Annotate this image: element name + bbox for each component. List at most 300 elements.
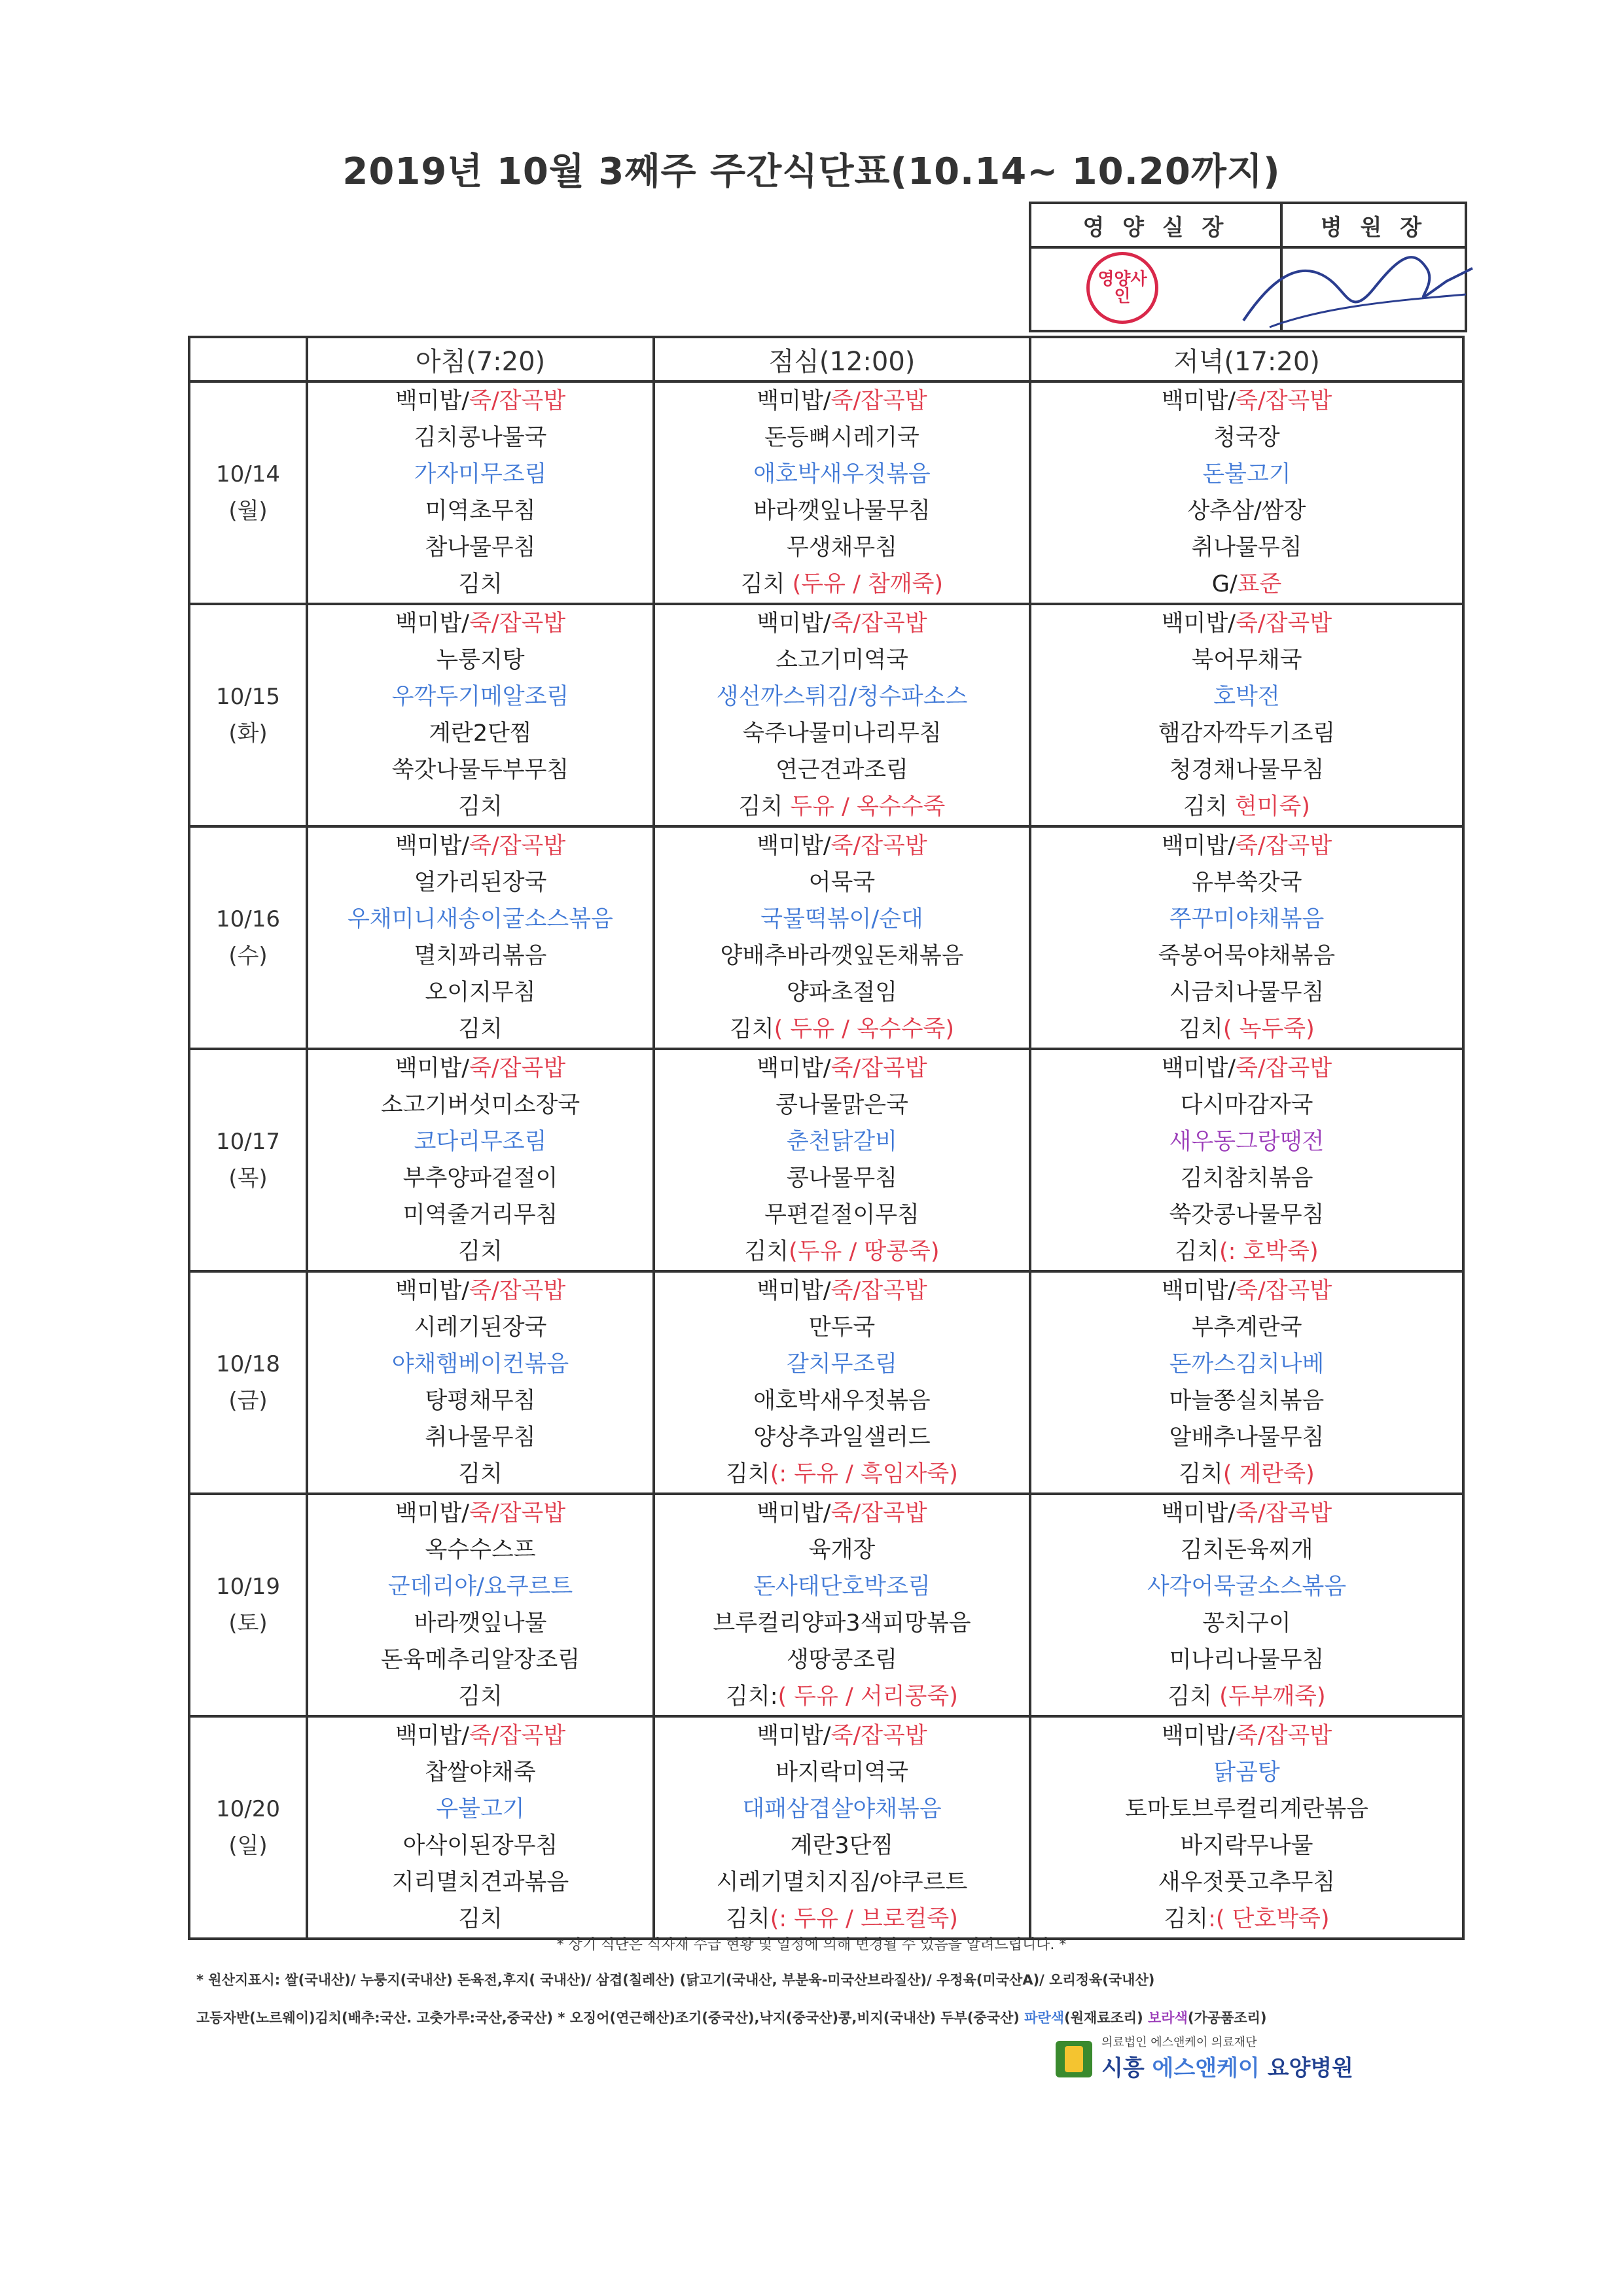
menu-item-text: 표준 bbox=[1237, 571, 1282, 597]
stamp-text: 영양사인 bbox=[1097, 270, 1147, 306]
menu-item-text: 계란2단찜 bbox=[429, 720, 532, 747]
menu-item-text: 오이지무침 bbox=[425, 980, 536, 1006]
menu-item-text: 애호박새우젓볶음 bbox=[753, 461, 931, 487]
nutritionist-stamp bbox=[1086, 252, 1158, 324]
date-cell bbox=[189, 826, 307, 1049]
menu-item bbox=[308, 864, 652, 901]
dinner-cell bbox=[1030, 1049, 1463, 1271]
lunch-cell bbox=[654, 826, 1030, 1049]
menu-item-text: 죽/잡곡밥 bbox=[469, 1500, 566, 1527]
menu-item bbox=[655, 1495, 1029, 1532]
menu-item-text: 청국장 bbox=[1213, 425, 1280, 451]
menu-item-text: 미나리나물무침 bbox=[1169, 1647, 1325, 1673]
menu-item bbox=[1031, 1605, 1462, 1642]
menu-item bbox=[308, 383, 652, 419]
menu-item-text: 김치돈육찌개 bbox=[1180, 1537, 1313, 1563]
menu-item-text: 애호박새우젓볶음 bbox=[753, 1388, 931, 1414]
lunch-cell bbox=[654, 1494, 1030, 1716]
menu-item-text: 백미밥/ bbox=[395, 610, 470, 637]
menu-item-text: 유부쑥갓국 bbox=[1191, 870, 1302, 896]
date-cell bbox=[189, 1716, 307, 1939]
menu-item bbox=[308, 529, 652, 566]
menu-item-text: 백미밥/ bbox=[395, 1055, 470, 1082]
menu-item-text: 김치 bbox=[458, 1016, 503, 1042]
menu-item bbox=[655, 642, 1029, 679]
menu-item bbox=[308, 1642, 652, 1678]
menu-item bbox=[1031, 605, 1462, 642]
weekday-label: (금) bbox=[228, 1388, 268, 1414]
menu-item-text: 숙주나물미나리무침 bbox=[742, 720, 942, 747]
menu-item bbox=[1031, 383, 1462, 419]
menu-item-text: 쑥갓나물두부무침 bbox=[391, 757, 569, 783]
menu-item-text: 국물떡볶이/순대 bbox=[760, 906, 923, 932]
menu-item bbox=[1031, 566, 1462, 603]
day-row bbox=[189, 604, 1463, 826]
logo-suffix: 요양병원 bbox=[1259, 2055, 1353, 2081]
menu-item-text: 청경채나물무침 bbox=[1169, 757, 1325, 783]
date-label: 10/18 bbox=[216, 1351, 280, 1377]
menu-item-text: 죽/잡곡밥 bbox=[469, 610, 566, 637]
menu-item-text: 시레기된장국 bbox=[414, 1315, 547, 1341]
date-header bbox=[189, 337, 307, 381]
origin-line-2-text: 고등자반(노르웨이)김치(배추:국산. 고춧가루:국산,중국산) * 오징어(연근해산)조기(중국산),낙지(중국산)콩,비지(국내산) 두부(중국산) bbox=[196, 2010, 1025, 2026]
menu-item-text: 백미밥/ bbox=[757, 1500, 831, 1527]
menu-item-text: 가자미무조림 bbox=[414, 461, 547, 487]
menu-item-text: 죽/잡곡밥 bbox=[830, 388, 927, 414]
menu-item-text: 호박전 bbox=[1213, 684, 1280, 710]
menu-item-text: (두유 / 땅콩죽) bbox=[789, 1239, 940, 1265]
menu-item bbox=[308, 828, 652, 864]
menu-item-text: 갈치무조림 bbox=[786, 1351, 898, 1377]
menu-item bbox=[655, 1346, 1029, 1383]
menu-item-text: :( 단호박죽) bbox=[1208, 1906, 1330, 1932]
menu-item bbox=[308, 642, 652, 679]
menu-item bbox=[1031, 1642, 1462, 1678]
menu-item bbox=[308, 456, 652, 493]
menu-item bbox=[1031, 1309, 1462, 1346]
menu-item bbox=[1031, 1754, 1462, 1791]
menu-item-text: 김치 bbox=[458, 1906, 503, 1932]
menu-item-text: 쭈꾸미야채볶음 bbox=[1169, 906, 1325, 932]
lunch-cell bbox=[654, 381, 1030, 604]
menu-item bbox=[308, 605, 652, 642]
breakfast-cell bbox=[307, 381, 654, 604]
menu-item bbox=[308, 1754, 652, 1791]
menu-item-text: 아삭이된장무침 bbox=[402, 1833, 558, 1859]
date-cell bbox=[189, 1049, 307, 1271]
menu-item bbox=[655, 1642, 1029, 1678]
menu-item-text: 죽/잡곡밥 bbox=[830, 1723, 927, 1749]
menu-item-text: (: 두유 / 브로컬죽) bbox=[770, 1906, 958, 1932]
menu-item bbox=[655, 1754, 1029, 1791]
menu-item-text: 돈등뼈시레기국 bbox=[764, 425, 919, 451]
menu-item-text: (두유 / 참깨죽) bbox=[792, 571, 944, 597]
day-row bbox=[189, 1494, 1463, 1716]
menu-item-text: 시금치나물무침 bbox=[1169, 980, 1325, 1006]
menu-item-text: 백미밥/ bbox=[757, 833, 831, 859]
dinner-cell bbox=[1030, 1271, 1463, 1494]
menu-item bbox=[308, 679, 652, 715]
weekday-label: (목) bbox=[228, 1165, 268, 1192]
logo-icon bbox=[1056, 2041, 1092, 2077]
menu-item bbox=[1031, 679, 1462, 715]
menu-item bbox=[1031, 493, 1462, 529]
menu-item bbox=[1031, 642, 1462, 679]
menu-item bbox=[308, 1605, 652, 1642]
menu-item bbox=[655, 456, 1029, 493]
menu-item-text: 두유 / 옥수수죽 bbox=[790, 794, 946, 820]
menu-item-text: (두부깨죽) bbox=[1219, 1684, 1326, 1710]
menu-item bbox=[1031, 1197, 1462, 1233]
menu-item bbox=[655, 715, 1029, 752]
menu-item-text: 죽/잡곡밥 bbox=[1236, 388, 1332, 414]
menu-item-text: 춘천닭갈비 bbox=[786, 1129, 898, 1155]
menu-item bbox=[655, 566, 1029, 603]
date-label: 10/17 bbox=[216, 1129, 280, 1155]
menu-item bbox=[655, 1123, 1029, 1160]
menu-item-text: 우불고기 bbox=[436, 1796, 525, 1822]
menu-item-text: 알배추나물무침 bbox=[1169, 1424, 1325, 1451]
menu-item-text: 김치 bbox=[1175, 1239, 1219, 1265]
menu-item-text: 시레기멸치지짐/야쿠르트 bbox=[716, 1869, 968, 1896]
menu-item bbox=[1031, 1160, 1462, 1197]
menu-item-text: 김치 bbox=[458, 1461, 503, 1487]
legend-purple: 보라색 bbox=[1148, 2010, 1188, 2026]
origin-line-1: * 원산지표시: 쌀(국내산)/ 누룽지(국내산) 돈육전,후지( 국내산)/ 삼겹(칠레산) (닭고기(국내산, 부분육-미국산브라질산)/ 우정육(미국산A)/ 오리정육(국내산) bbox=[196, 1972, 1155, 1988]
menu-item-text: 백미밥/ bbox=[395, 833, 470, 859]
menu-item-text: 죽/잡곡밥 bbox=[1236, 610, 1332, 637]
legend-purple-desc: (가공품조리) bbox=[1187, 2010, 1267, 2026]
breakfast-cell bbox=[307, 604, 654, 826]
menu-item bbox=[655, 788, 1029, 825]
menu-item-text: 백미밥/ bbox=[1161, 1055, 1236, 1082]
menu-item-text: 우채미니새송이굴소스볶음 bbox=[348, 906, 613, 932]
weekday-label: (일) bbox=[228, 1833, 268, 1859]
menu-item bbox=[1031, 1123, 1462, 1160]
menu-item-text: 김치 bbox=[458, 571, 503, 597]
menu-item bbox=[1031, 864, 1462, 901]
menu-item-text: 군데리야/요쿠르트 bbox=[387, 1574, 573, 1600]
menu-item bbox=[308, 1346, 652, 1383]
date-cell bbox=[189, 1494, 307, 1716]
menu-item-text: 소고기버섯미소장국 bbox=[380, 1092, 580, 1118]
menu-item-text: 양상추과일샐러드 bbox=[753, 1424, 931, 1451]
menu-item-text: 김치 bbox=[458, 1684, 503, 1710]
menu-item bbox=[655, 1160, 1029, 1197]
director-label: 병 원 장 bbox=[1281, 203, 1466, 247]
dinner-cell bbox=[1030, 381, 1463, 604]
menu-item bbox=[308, 1123, 652, 1160]
menu-item bbox=[308, 1495, 652, 1532]
menu-item-text: 무편겉절이무침 bbox=[764, 1202, 919, 1228]
menu-item-text: 죽/잡곡밥 bbox=[830, 1500, 927, 1527]
menu-item-text: 현미죽) bbox=[1234, 794, 1310, 820]
menu-item bbox=[308, 1678, 652, 1715]
menu-item-text: 백미밥/ bbox=[757, 1055, 831, 1082]
menu-item bbox=[308, 1568, 652, 1605]
menu-item-text: 백미밥/ bbox=[1161, 388, 1236, 414]
menu-item bbox=[1031, 1532, 1462, 1568]
menu-item-text: 김치 bbox=[744, 1239, 789, 1265]
menu-item-text: 김치 bbox=[1183, 794, 1235, 820]
menu-item-text: 마늘쫑실치볶음 bbox=[1169, 1388, 1325, 1414]
menu-item-text: 김치 bbox=[740, 571, 793, 597]
menu-item bbox=[1031, 456, 1462, 493]
menu-item-text: 죽/잡곡밥 bbox=[1236, 1278, 1332, 1304]
menu-item-text: 백미밥/ bbox=[395, 1723, 470, 1749]
lunch-cell bbox=[654, 1049, 1030, 1271]
menu-item-text: 부추양파겉절이 bbox=[402, 1165, 558, 1192]
date-cell bbox=[189, 381, 307, 604]
weekly-menu-table bbox=[188, 336, 1465, 1940]
menu-item bbox=[1031, 938, 1462, 974]
menu-item-text: 사각어묵굴소스볶음 bbox=[1147, 1574, 1347, 1600]
menu-item bbox=[655, 974, 1029, 1011]
menu-item-text: 어묵국 bbox=[808, 870, 876, 896]
menu-item-text: 연근견과조림 bbox=[776, 757, 908, 783]
menu-item bbox=[308, 788, 652, 825]
breakfast-header: 아침(7:20) bbox=[307, 337, 654, 381]
menu-item bbox=[1031, 1718, 1462, 1754]
menu-item bbox=[308, 715, 652, 752]
legend-blue-desc: (원재료조리) bbox=[1064, 2010, 1148, 2026]
day-row bbox=[189, 1716, 1463, 1939]
menu-item bbox=[1031, 715, 1462, 752]
nutrition-head-label: 영 양 실 장 bbox=[1030, 203, 1281, 247]
menu-item bbox=[655, 1197, 1029, 1233]
menu-item-text: 죽/잡곡밥 bbox=[469, 1723, 566, 1749]
menu-item bbox=[655, 1718, 1029, 1754]
lunch-header: 점심(12:00) bbox=[654, 337, 1030, 381]
menu-item-text: 닭곰탕 bbox=[1213, 1759, 1280, 1786]
menu-item-text: 김치 bbox=[1168, 1684, 1220, 1710]
menu-item bbox=[308, 493, 652, 529]
menu-item-text: 햄감자깍두기조림 bbox=[1158, 720, 1336, 747]
menu-item-text: 무생채무침 bbox=[786, 535, 898, 561]
menu-item-text: 죽/잡곡밥 bbox=[469, 388, 566, 414]
date-label: 10/16 bbox=[216, 906, 280, 932]
weekday-label: (화) bbox=[228, 720, 268, 747]
menu-item-text: 김치 bbox=[738, 794, 791, 820]
menu-item-text: 부추계란국 bbox=[1191, 1315, 1302, 1341]
director-signature bbox=[1230, 242, 1479, 334]
menu-item-text: 죽봉어묵야채볶음 bbox=[1158, 943, 1336, 969]
menu-item-text: 돈불고기 bbox=[1202, 461, 1291, 487]
menu-item-text: 김치 bbox=[730, 1016, 774, 1042]
menu-item bbox=[655, 864, 1029, 901]
menu-item-text: 바라깻잎나물무침 bbox=[753, 498, 931, 524]
menu-item-text: 백미밥/ bbox=[395, 388, 470, 414]
menu-item bbox=[655, 1864, 1029, 1901]
menu-item-text: 돈사태단호박조림 bbox=[753, 1574, 931, 1600]
weekday-label: (수) bbox=[228, 943, 268, 969]
menu-item-text: 백미밥/ bbox=[757, 1278, 831, 1304]
date-label: 10/15 bbox=[216, 684, 280, 710]
menu-item-text: 죽/잡곡밥 bbox=[830, 1055, 927, 1082]
lunch-cell bbox=[654, 1716, 1030, 1939]
menu-item-text: 죽/잡곡밥 bbox=[1236, 1723, 1332, 1749]
menu-item bbox=[1031, 1791, 1462, 1828]
menu-item-text: 죽/잡곡밥 bbox=[1236, 1055, 1332, 1082]
menu-item bbox=[655, 1456, 1029, 1492]
menu-item bbox=[308, 1456, 652, 1492]
menu-item-text: 백미밥/ bbox=[1161, 1278, 1236, 1304]
menu-item bbox=[655, 1568, 1029, 1605]
page-title: 2019년 10월 3째주 주간식단표(10.14~ 10.20까지) bbox=[342, 150, 1281, 193]
menu-item-text: 바지락미역국 bbox=[776, 1759, 908, 1786]
menu-item-text: 북어무채국 bbox=[1191, 647, 1302, 673]
menu-item-text: 다시마감자국 bbox=[1180, 1092, 1313, 1118]
menu-item bbox=[655, 493, 1029, 529]
breakfast-cell bbox=[307, 1494, 654, 1716]
menu-item bbox=[1031, 901, 1462, 938]
menu-item bbox=[655, 529, 1029, 566]
logo-foundation: 의료법인 에스앤케이 의료재단 bbox=[1101, 2036, 1257, 2049]
menu-item bbox=[1031, 1087, 1462, 1123]
weekday-label: (월) bbox=[228, 498, 268, 524]
menu-item-text: 소고기미역국 bbox=[776, 647, 908, 673]
menu-item-text: 탕평채무침 bbox=[425, 1388, 536, 1414]
menu-item-text: 새우젓풋고추무침 bbox=[1158, 1869, 1336, 1896]
menu-item bbox=[655, 1828, 1029, 1864]
menu-item-text: 돈까스김치나베 bbox=[1169, 1351, 1325, 1377]
menu-item-text: 콩나물무침 bbox=[786, 1165, 898, 1192]
logo-brand: 에스앤케이 bbox=[1152, 2055, 1260, 2081]
menu-item-text: 생선까스튀김/청수파소스 bbox=[716, 684, 968, 710]
menu-item bbox=[308, 566, 652, 603]
menu-item bbox=[655, 1050, 1029, 1087]
breakfast-cell bbox=[307, 1049, 654, 1271]
menu-item bbox=[1031, 1495, 1462, 1532]
breakfast-cell bbox=[307, 1271, 654, 1494]
menu-item bbox=[308, 1233, 652, 1270]
menu-item-text: 백미밥/ bbox=[757, 610, 831, 637]
menu-item bbox=[308, 938, 652, 974]
menu-item-text: 백미밥/ bbox=[395, 1278, 470, 1304]
menu-item bbox=[308, 1901, 652, 1937]
menu-item-text: 육개장 bbox=[808, 1537, 876, 1563]
menu-item-text: 지리멸치견과볶음 bbox=[391, 1869, 569, 1896]
header-row bbox=[189, 337, 1463, 381]
menu-item bbox=[1031, 1419, 1462, 1456]
menu-item bbox=[1031, 1383, 1462, 1419]
menu-item-text: 백미밥/ bbox=[1161, 833, 1236, 859]
menu-item-text: ( 녹두죽) bbox=[1222, 1016, 1315, 1042]
logo-hospital-name bbox=[1101, 2050, 1353, 2082]
legend-blue: 파란색 bbox=[1024, 2010, 1065, 2026]
hospital-logo bbox=[1056, 2032, 1353, 2084]
menu-item-text: 김치콩나물국 bbox=[414, 425, 547, 451]
menu-item bbox=[655, 605, 1029, 642]
menu-item bbox=[655, 1791, 1029, 1828]
menu-item bbox=[1031, 1568, 1462, 1605]
menu-item bbox=[655, 679, 1029, 715]
menu-item bbox=[1031, 752, 1462, 788]
menu-item bbox=[308, 1718, 652, 1754]
dinner-cell bbox=[1030, 1716, 1463, 1939]
menu-item-text: 김치 bbox=[1164, 1906, 1209, 1932]
menu-item-text: 찹쌀야채죽 bbox=[425, 1759, 536, 1786]
breakfast-cell bbox=[307, 1716, 654, 1939]
menu-item-text: 돈육메추리알장조림 bbox=[380, 1647, 580, 1673]
menu-item bbox=[655, 1087, 1029, 1123]
menu-item-text: 죽/잡곡밥 bbox=[469, 1278, 566, 1304]
menu-item bbox=[308, 1160, 652, 1197]
menu-item-text: ( 두유 / 서리콩죽) bbox=[777, 1684, 958, 1710]
menu-item-text: 죽/잡곡밥 bbox=[830, 610, 927, 637]
menu-item bbox=[308, 752, 652, 788]
menu-item-text: ( 두유 / 옥수수죽) bbox=[774, 1016, 954, 1042]
menu-item bbox=[308, 1050, 652, 1087]
menu-item-text: 상추삼/쌈장 bbox=[1187, 498, 1306, 524]
day-row bbox=[189, 1049, 1463, 1271]
menu-item-text: 꽁치구이 bbox=[1202, 1610, 1291, 1636]
menu-item bbox=[655, 1605, 1029, 1642]
day-row bbox=[189, 1271, 1463, 1494]
menu-item bbox=[308, 1087, 652, 1123]
date-label: 10/19 bbox=[216, 1574, 280, 1600]
day-row bbox=[189, 826, 1463, 1049]
menu-item-text: 백미밥/ bbox=[1161, 1723, 1236, 1749]
menu-item bbox=[1031, 1273, 1462, 1309]
menu-item-text: 김치 bbox=[1179, 1016, 1223, 1042]
menu-item bbox=[655, 1532, 1029, 1568]
breakfast-cell bbox=[307, 826, 654, 1049]
menu-item bbox=[1031, 1456, 1462, 1492]
menu-item bbox=[1031, 974, 1462, 1011]
menu-item bbox=[308, 1197, 652, 1233]
menu-item-text: 얼가리된장국 bbox=[414, 870, 547, 896]
menu-item bbox=[308, 1309, 652, 1346]
menu-item-text: 멸치꽈리볶음 bbox=[414, 943, 547, 969]
menu-item-text: ( 계란죽) bbox=[1222, 1461, 1315, 1487]
menu-item-text: 양파초절임 bbox=[786, 980, 898, 1006]
menu-item bbox=[655, 1678, 1029, 1715]
menu-item bbox=[655, 901, 1029, 938]
menu-item-text: 콩나물맑은국 bbox=[776, 1092, 908, 1118]
menu-item bbox=[308, 1791, 652, 1828]
menu-item-text: 김치 bbox=[458, 1239, 503, 1265]
menu-item-text: 바지락무나물 bbox=[1180, 1833, 1313, 1859]
dinner-cell bbox=[1030, 826, 1463, 1049]
dinner-cell bbox=[1030, 1494, 1463, 1716]
menu-item-text: G/ bbox=[1211, 571, 1238, 597]
menu-item-text: 바라깻잎나물 bbox=[414, 1610, 547, 1636]
menu-item-text: 미역줄거리무침 bbox=[402, 1202, 558, 1228]
date-label: 10/14 bbox=[216, 461, 280, 487]
menu-item-text: 누룽지탕 bbox=[436, 647, 525, 673]
menu-item-text: 백미밥/ bbox=[1161, 1500, 1236, 1527]
menu-item bbox=[655, 1419, 1029, 1456]
menu-item-text: 양배추바라깻잎돈채볶음 bbox=[720, 943, 964, 969]
menu-item bbox=[1031, 788, 1462, 825]
day-row bbox=[189, 381, 1463, 604]
menu-item bbox=[655, 938, 1029, 974]
origin-line-2 bbox=[196, 2007, 1440, 2027]
menu-item-text: 죽/잡곡밥 bbox=[469, 833, 566, 859]
menu-item-text: 야채햄베이컨볶음 bbox=[391, 1351, 569, 1377]
menu-item-text: 미역초무침 bbox=[425, 498, 536, 524]
menu-item-text: (: 두유 / 흑임자죽) bbox=[770, 1461, 958, 1487]
menu-item-text: 죽/잡곡밥 bbox=[469, 1055, 566, 1082]
menu-item bbox=[308, 1273, 652, 1309]
menu-item-text: 참나물무침 bbox=[425, 535, 536, 561]
menu-item bbox=[308, 1828, 652, 1864]
menu-item-text: 죽/잡곡밥 bbox=[1236, 833, 1332, 859]
menu-item bbox=[655, 752, 1029, 788]
menu-item-text: 죽/잡곡밥 bbox=[1236, 1500, 1332, 1527]
menu-item-text: 죽/잡곡밥 bbox=[830, 1278, 927, 1304]
